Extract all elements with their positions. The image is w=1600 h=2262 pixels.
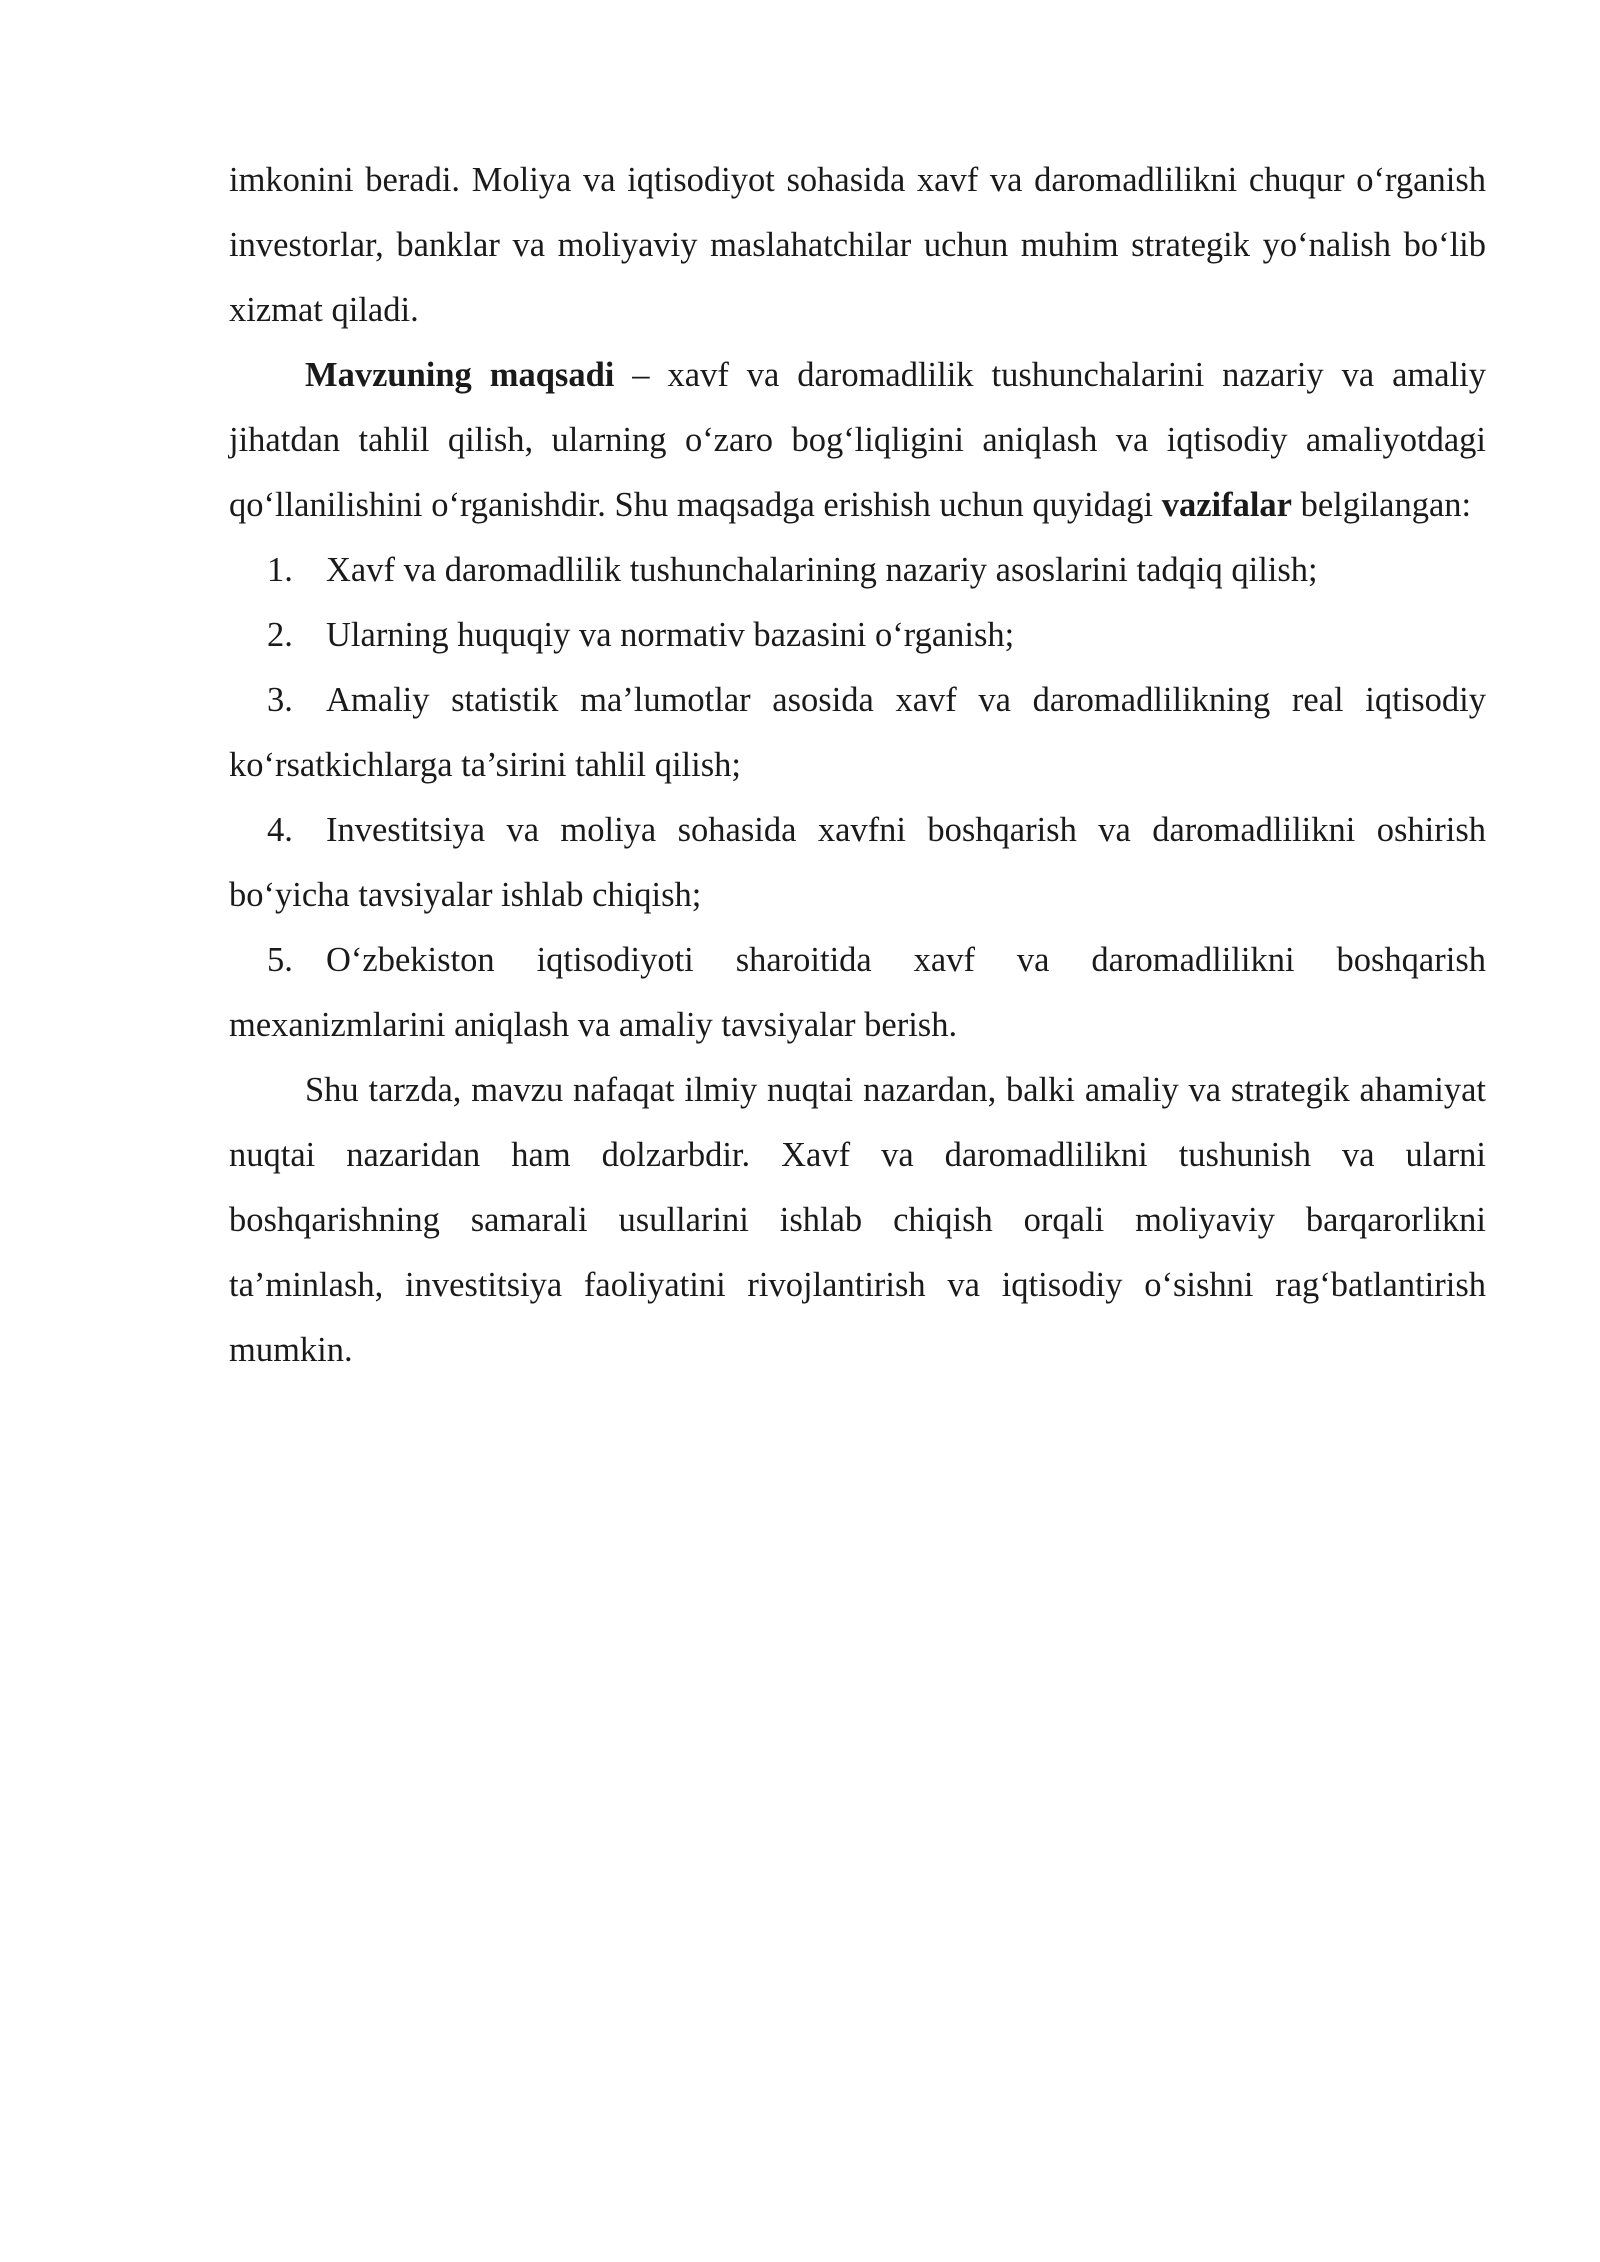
intro-paragraph: imkonini beradi. Moliya va iqtisodiyot sohasida xavf va daromadlilikni chuqur o‘rganish investorlar, banklar va moliyaviy maslahatchilar uchun muhim strategik yo‘nalish bo‘lib xizmat qiladi. xyxy=(229,161,1486,329)
list-item-text: Xavf va daromadlilik tushunchalarining nazariy asoslarini tadqiq qilish; xyxy=(326,551,1318,589)
list-item xyxy=(229,798,1486,928)
list-item-number: 1. xyxy=(267,551,293,589)
list-item-number: 5. xyxy=(267,941,293,979)
list-item-number: 4. xyxy=(267,811,293,849)
list-item xyxy=(229,928,1486,1058)
conclusion-paragraph: Shu tarzda, mavzu nafaqat ilmiy nuqtai nazardan, balki amaliy va strategik ahamiyat nuqtai nazaridan ham dolzarbdir. Xavf va daromadlilikni tushunish va ularni boshqarishning samarali usullarini ishlab chiqish orqali moliyaviy barqarorlikni ta’minlash, investitsiya faoliyatini rivojlantirish va iqtisodiy o‘sishni rag‘batlantirish mumkin. xyxy=(229,1071,1486,1369)
list-item-text: Investitsiya va moliya sohasida xavfni boshqarish va daromadlilikni oshirish bo‘yicha tavsiyalar ishlab chiqish; xyxy=(229,811,1486,914)
document-page xyxy=(229,148,1486,1383)
goal-text: – xavf va daromadlilik tushunchalarini nazariy va amaliy jihatdan tahlil qilish, ularning o‘zaro bog‘liqligini aniqlash va iqtisodiy amaliyotdagi qo‘llanilishini o‘rganishdir. Shu maqsadga erishish uchun quyidagi xyxy=(229,356,1486,524)
list-item xyxy=(229,668,1486,798)
list-item xyxy=(229,538,1486,603)
list-item-text: Ularning huquqiy va normativ bazasini o‘rganish; xyxy=(326,616,1015,654)
tasks-bold-word: vazifalar xyxy=(1161,486,1292,524)
list-item-number: 2. xyxy=(267,616,293,654)
goal-text-end: belgilangan: xyxy=(1291,486,1472,524)
list-item-number: 3. xyxy=(267,681,293,719)
goal-paragraph xyxy=(229,343,1486,538)
goal-bold-lead: Mavzuning maqsadi xyxy=(305,356,615,394)
list-item-text: O‘zbekiston iqtisodiyoti sharoitida xavf va daromadlilikni boshqarish mexanizmlarini aniqlash va amaliy tavsiyalar berish. xyxy=(229,941,1486,1044)
list-item xyxy=(229,603,1486,668)
list-item-text: Amaliy statistik ma’lumotlar asosida xavf va daromadlilikning real iqtisodiy ko‘rsatkichlarga ta’sirini tahlil qilish; xyxy=(229,681,1486,784)
